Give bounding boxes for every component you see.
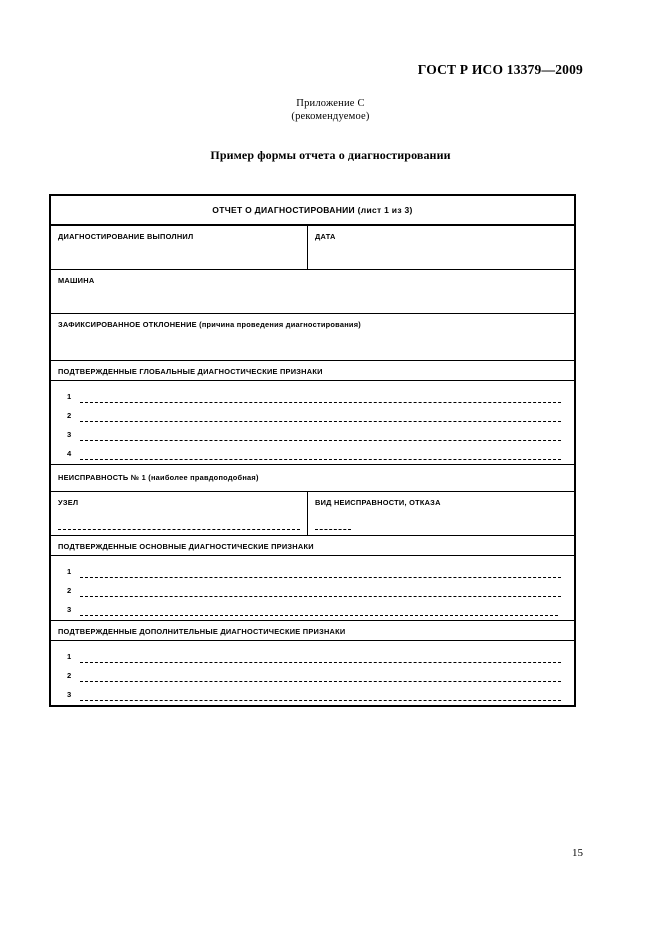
annex-block — [0, 97, 661, 123]
main-signs-label: ПОДТВЕРЖДЕННЫЕ ОСНОВНЫЕ ДИАГНОСТИЧЕСКИЕ ПРИЗНАКИ — [58, 542, 314, 551]
fill-in-line[interactable] — [58, 516, 300, 530]
annex-status: (рекомендуемое) — [291, 111, 370, 122]
page-number: 15 — [572, 847, 583, 859]
machine-label: МАШИНА — [58, 276, 95, 285]
fill-in-line[interactable] — [80, 585, 561, 597]
section-main-signs-header — [51, 536, 574, 556]
list-item-number: 4 — [67, 449, 72, 458]
extra-signs-label: ПОДТВЕРЖДЕННЫЕ ДОПОЛНИТЕЛЬНЫЕ ДИАГНОСТИЧЕСКИЕ ПРИЗНАКИ — [58, 627, 346, 636]
field-performed-by[interactable] — [51, 226, 308, 269]
diagnostic-report-form — [49, 194, 576, 707]
list-item-number: 3 — [67, 690, 72, 699]
global-signs-label: ПОДТВЕРЖДЕННЫЕ ГЛОБАЛЬНЫЕ ДИАГНОСТИЧЕСКИЕ ПРИЗНАКИ — [58, 367, 323, 376]
fill-in-line[interactable] — [80, 689, 561, 701]
field-deviation[interactable] — [51, 314, 574, 361]
fill-in-line[interactable] — [80, 391, 561, 403]
fault-type-label: ВИД НЕИСПРАВНОСТИ, ОТКАЗА — [315, 498, 441, 507]
field-machine[interactable] — [51, 270, 574, 314]
list-item-number: 2 — [67, 586, 72, 595]
page-title: Пример формы отчета о диагностировании — [210, 148, 451, 162]
field-node[interactable] — [51, 492, 308, 535]
list-item-number: 2 — [67, 671, 72, 680]
list-item[interactable] — [58, 384, 567, 403]
list-item[interactable] — [58, 441, 567, 460]
list-item-number: 1 — [67, 652, 72, 661]
form-header-title: ОТЧЕТ О ДИАГНОСТИРОВАНИИ (лист 1 из 3) — [51, 196, 574, 226]
list-item[interactable] — [58, 597, 567, 616]
date-label: ДАТА — [315, 232, 336, 241]
list-item[interactable] — [58, 422, 567, 441]
fill-in-line[interactable] — [80, 651, 561, 663]
list-item[interactable] — [58, 682, 567, 701]
section-extra-signs-header — [51, 621, 574, 641]
list-item-number: 3 — [67, 605, 72, 614]
list-item-number: 1 — [67, 567, 72, 576]
row-performer-date — [51, 226, 574, 270]
section-fault-header — [51, 465, 574, 492]
fault-label: НЕИСПРАВНОСТЬ № 1 (наиболее правдоподобная) — [58, 473, 259, 482]
list-item[interactable] — [58, 559, 567, 578]
list-item-number: 3 — [67, 430, 72, 439]
fill-in-line[interactable] — [80, 410, 561, 422]
field-fault-type[interactable] — [308, 492, 574, 535]
row-node-faulttype — [51, 492, 574, 536]
fill-in-line[interactable] — [80, 429, 561, 441]
list-extra-signs — [51, 641, 574, 705]
list-item[interactable] — [58, 663, 567, 682]
list-item-number: 2 — [67, 411, 72, 420]
standard-header: ГОСТ Р ИСО 13379—2009 — [417, 62, 583, 77]
section-global-signs-header — [51, 361, 574, 381]
list-item-number: 1 — [67, 392, 72, 401]
fill-in-line[interactable] — [315, 516, 351, 530]
performed-by-label: ДИАГНОСТИРОВАНИЕ ВЫПОЛНИЛ — [58, 232, 194, 241]
node-label: УЗЕЛ — [58, 498, 79, 507]
list-global-signs — [51, 381, 574, 465]
fill-in-line[interactable] — [80, 566, 561, 578]
annex-label: Приложение С — [296, 98, 365, 109]
list-item[interactable] — [58, 403, 567, 422]
list-item[interactable] — [58, 644, 567, 663]
field-date[interactable] — [308, 226, 574, 269]
list-item[interactable] — [58, 578, 567, 597]
fill-in-line[interactable] — [80, 604, 558, 616]
fill-in-line[interactable] — [80, 670, 561, 682]
fill-in-line[interactable] — [80, 448, 561, 460]
list-main-signs — [51, 556, 574, 621]
deviation-label: ЗАФИКСИРОВАННОЕ ОТКЛОНЕНИЕ (причина проведения диагностирования) — [58, 320, 361, 329]
